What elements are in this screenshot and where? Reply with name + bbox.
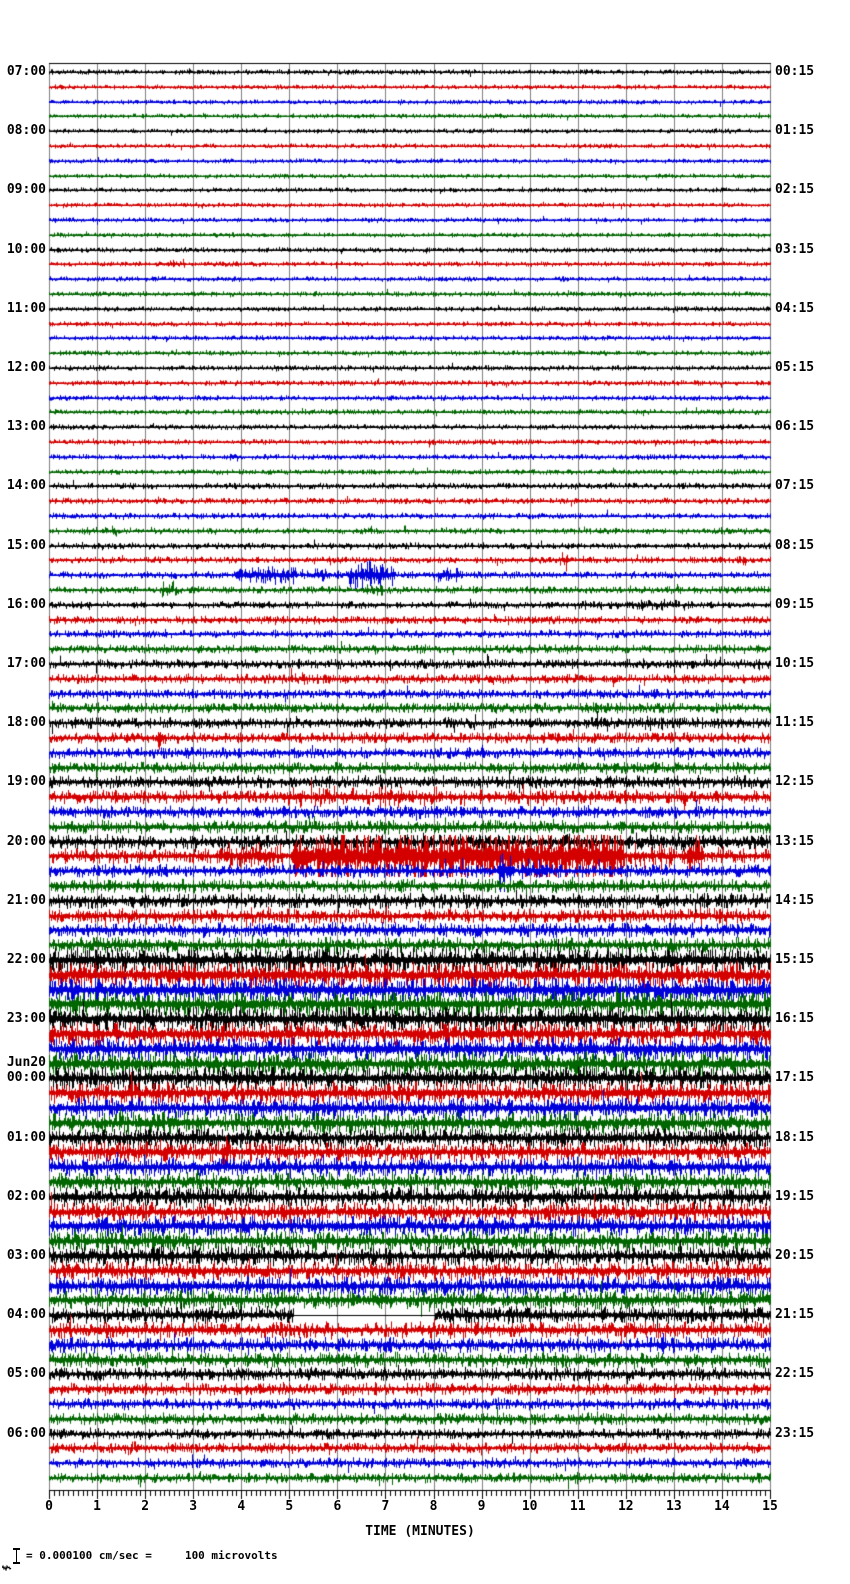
pdt-hour-label: 00:15 [775, 64, 815, 79]
utc-hour-label: 16:00 [6, 596, 46, 612]
x-tick-label: 9 [477, 1499, 486, 1514]
pdt-hour-label: 20:15 [775, 1248, 815, 1263]
utc-hour-label: 06:00 [6, 1425, 46, 1441]
pdt-hour-label: 18:15 [775, 1129, 815, 1145]
x-tick-label: 4 [237, 1499, 246, 1514]
pdt-hour-label: 11:15 [775, 715, 815, 731]
pdt-hour-label: 19:15 [775, 1188, 815, 1204]
utc-hour-label: 15:00 [6, 537, 46, 553]
utc-hour-label: 01:00 [6, 1129, 46, 1145]
pdt-hour-label: 02:15 [775, 182, 815, 198]
x-tick-label: 3 [189, 1499, 198, 1514]
x-axis-title: TIME (MINUTES) [365, 1524, 475, 1539]
utc-hour-label: 11:00 [6, 300, 46, 316]
pdt-hour-label: 17:15 [775, 1070, 815, 1086]
pdt-hour-label: 01:15 [775, 123, 815, 139]
utc-hour-label: 02:00 [6, 1188, 46, 1204]
x-tick-label: 0 [45, 1499, 53, 1514]
utc-hour-label: 07:00 [6, 64, 46, 79]
utc-hour-label: 19:00 [6, 774, 46, 790]
x-tick-label: 14 [714, 1499, 730, 1514]
utc-hour-label: 12:00 [6, 360, 46, 375]
x-tick-label: 2 [141, 1499, 150, 1514]
utc-hour-label: 10:00 [6, 241, 46, 257]
utc-hour-label: 09:00 [6, 182, 46, 198]
pdt-hour-label: 07:15 [775, 478, 815, 494]
pdt-hour-label: 03:15 [775, 241, 815, 257]
x-tick-label: 6 [333, 1499, 342, 1514]
utc-hour-label: 04:00 [6, 1307, 46, 1323]
utc-hour-label: 13:00 [6, 419, 46, 435]
x-tick-label: 7 [381, 1499, 390, 1514]
utc-hour-label: 08:00 [6, 123, 46, 139]
x-tick-label: 13 [666, 1499, 682, 1514]
utc-hour-label: 00:00 [6, 1070, 46, 1086]
x-tick-label: 12 [617, 1499, 634, 1514]
pdt-hour-label: 04:15 [775, 300, 815, 316]
pdt-hour-label: 10:15 [775, 656, 815, 671]
pdt-hour-label: 09:15 [775, 596, 815, 612]
pdt-hour-label: 12:15 [775, 774, 815, 790]
footer-scale-text: = 0.000100 cm/sec = 100 microvolts [26, 1549, 278, 1562]
x-tick-label: 11 [569, 1499, 586, 1514]
utc-hour-label: 14:00 [6, 478, 46, 494]
pdt-hour-label: 05:15 [775, 360, 815, 375]
utc-hour-label: 17:00 [6, 656, 46, 671]
utc-hour-label: 03:00 [6, 1248, 46, 1263]
pdt-hour-label: 21:15 [775, 1307, 815, 1323]
pdt-hour-label: 22:15 [775, 1366, 815, 1382]
pdt-hour-label: 15:15 [775, 952, 815, 967]
utc-hour-label: 05:00 [6, 1366, 46, 1382]
pdt-hour-label: 13:15 [775, 833, 815, 849]
x-tick-label: 5 [285, 1499, 294, 1514]
footer-scale-bar-icon [13, 1548, 20, 1564]
x-tick-label: 8 [429, 1499, 438, 1514]
x-tick-label: 15 [762, 1499, 778, 1514]
utc-hour-label: 23:00 [6, 1011, 46, 1027]
pdt-hour-label: 16:15 [775, 1011, 815, 1027]
pdt-hour-label: 08:15 [775, 537, 815, 553]
utc-hour-label: 18:00 [6, 715, 46, 731]
x-tick-label: 10 [521, 1499, 538, 1514]
pdt-hour-label: 14:15 [775, 892, 815, 908]
utc-hour-label: 20:00 [6, 833, 46, 849]
day-change-label: Jun20 [6, 1055, 46, 1071]
pdt-hour-label: 06:15 [775, 419, 815, 435]
utc-hour-label: 21:00 [6, 892, 46, 908]
waveform-sample-icon [2, 1556, 12, 1575]
utc-hour-label: 22:00 [6, 952, 46, 967]
x-tick-label: 1 [93, 1499, 101, 1514]
pdt-hour-label: 23:15 [775, 1425, 815, 1441]
